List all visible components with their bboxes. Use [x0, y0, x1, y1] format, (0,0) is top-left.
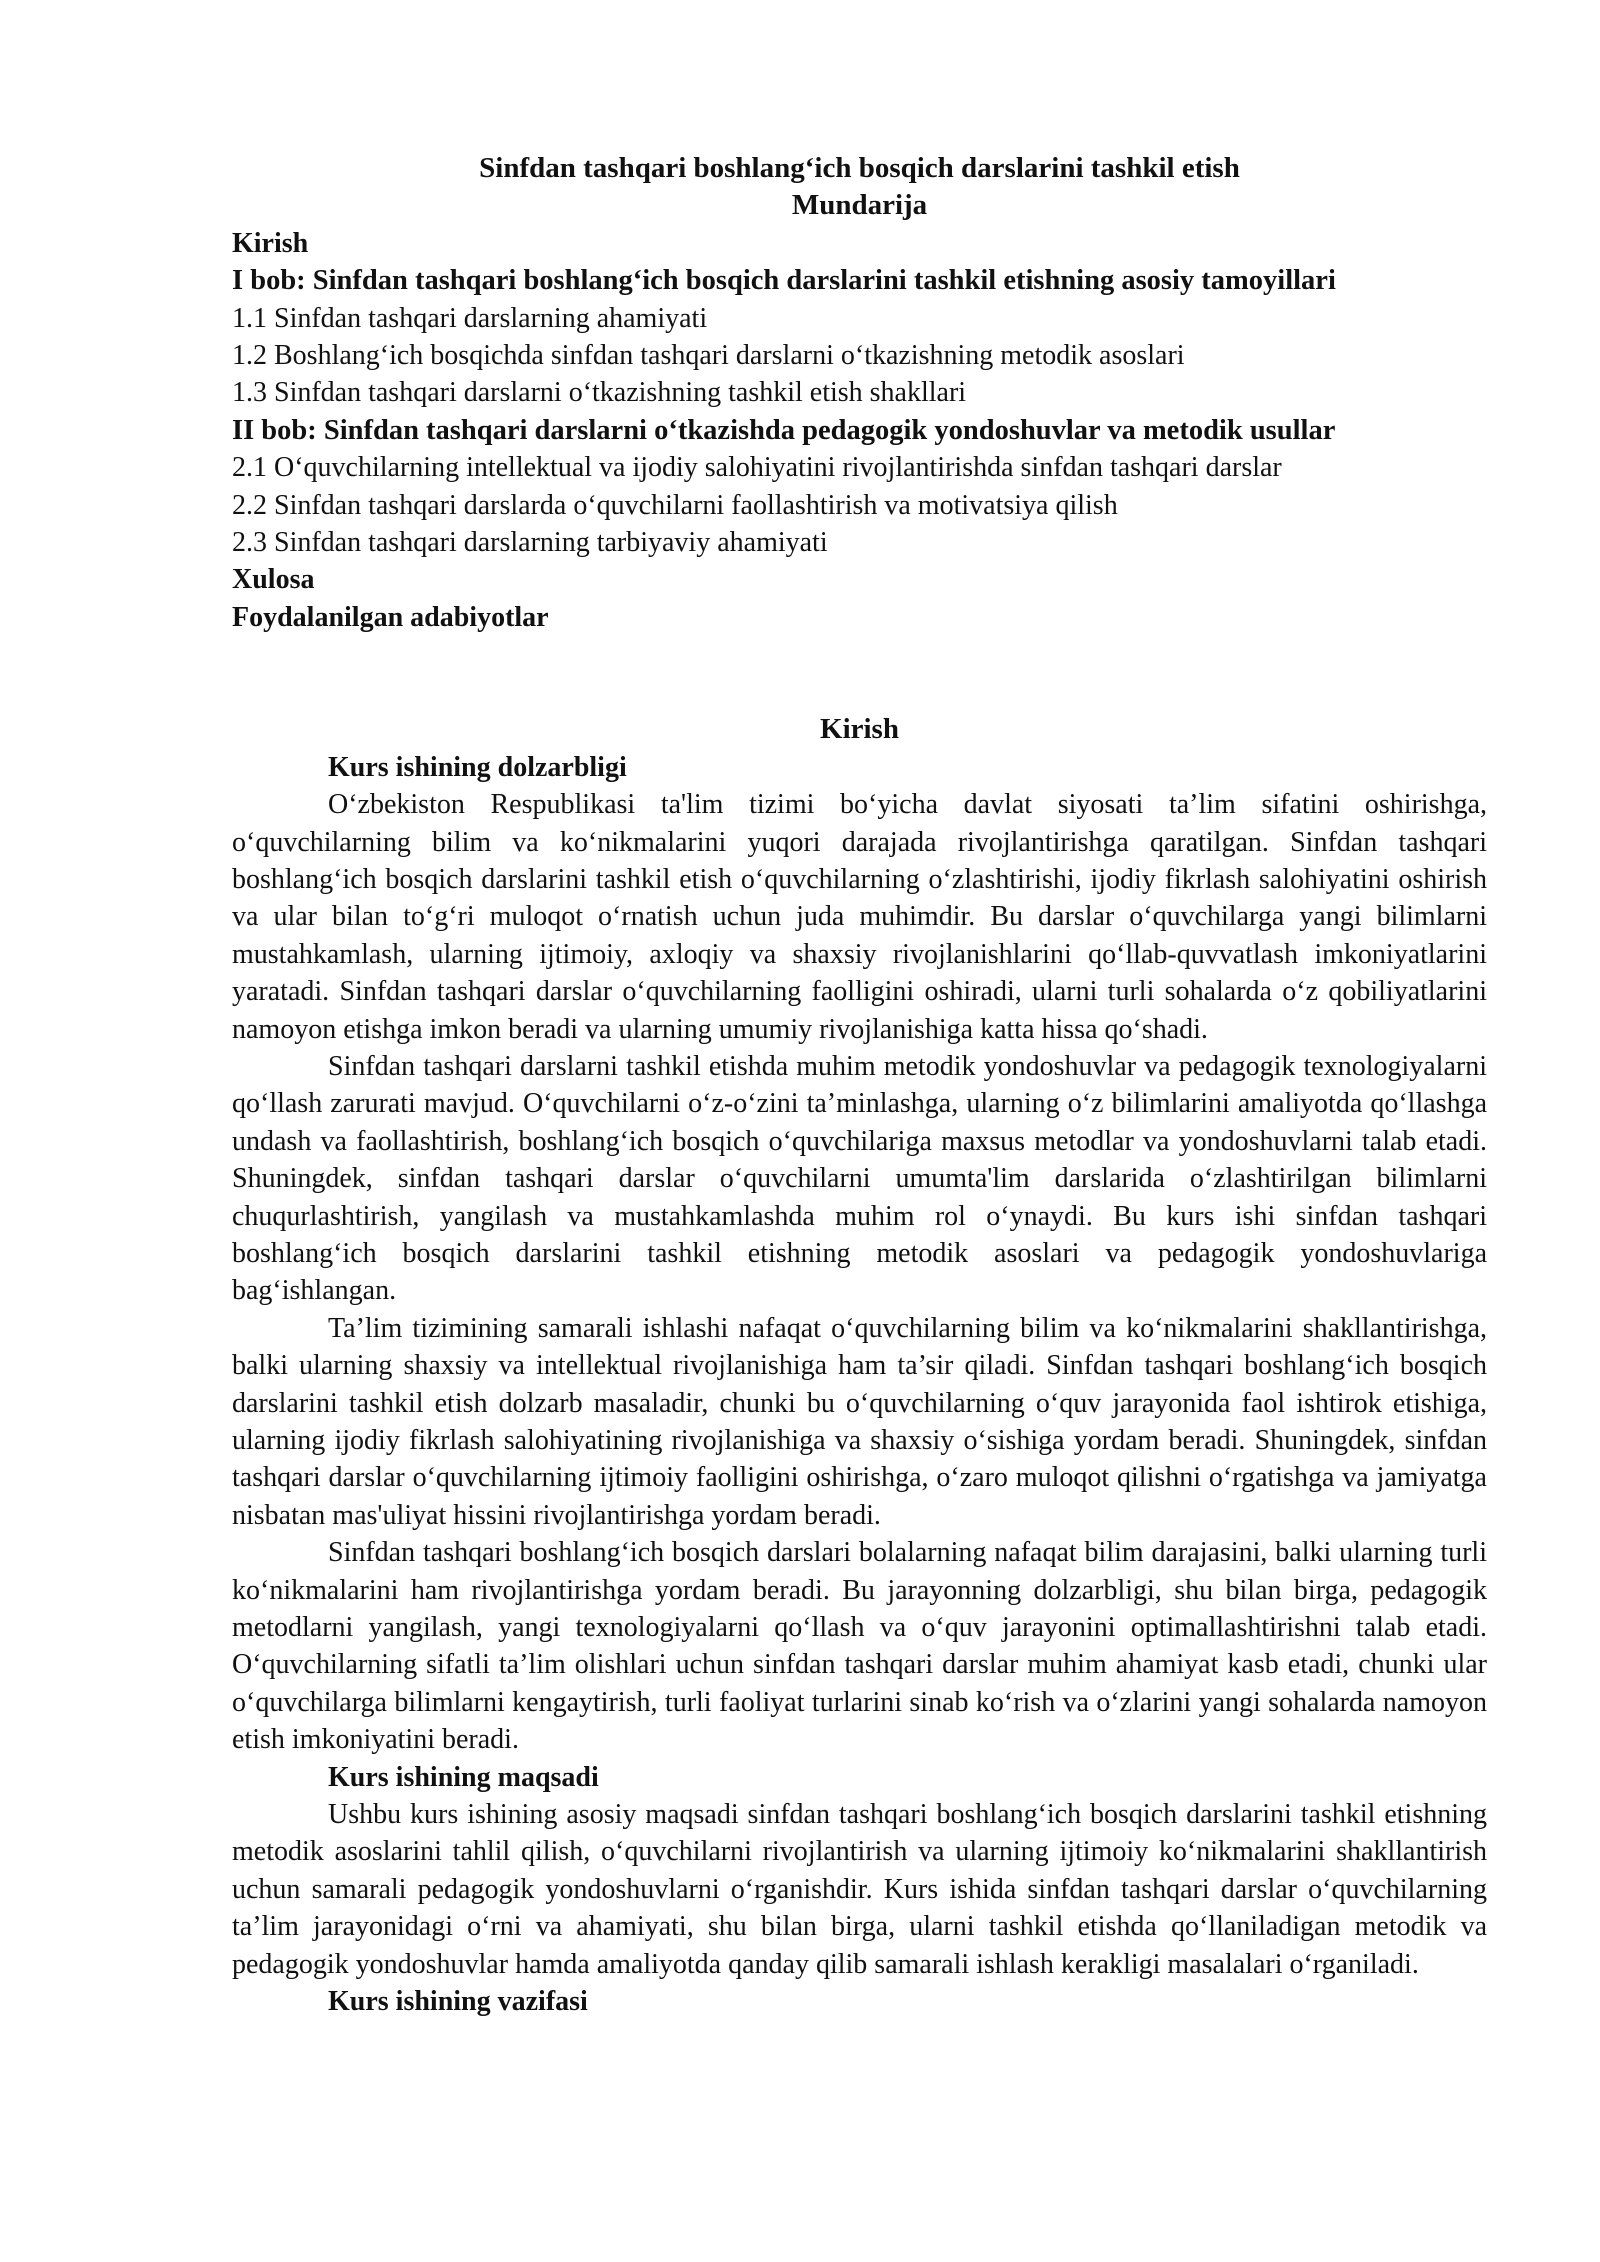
document-content [232, 150, 1487, 2021]
body-paragraph: Sinfdan tashqari darslarni tashkil etishda muhim metodik yondoshuvlar va pedagogik texnologiyalarni qo‘llash zarurati mavjud. O‘quvchilarni o‘z-o‘zini ta’minlashga, ularning o‘z bilimlarini amaliyotda qo‘llashga undash va faollashtirish, boshlang‘ich bosqich o‘quvchilariga maxsus metodlar va yondoshuvlarni talab etadi. Shuningdek, sinfdan tashqari darslar o‘quvchilarni umumta'lim darslarida o‘zlashtirilgan bilimlarni chuqurlashtirish, yangilash va mustahkamlashda muhim rol o‘ynaydi. Bu kurs ishi sinfdan tashqari boshlang‘ich bosqich darslarini tashkil etishning metodik asoslari va pedagogik yondoshuvlariga bag‘ishlangan. [232, 1050, 1487, 1307]
section-heading: Kurs ishining maqsadi [328, 1761, 599, 1793]
section-heading: Kurs ishining dolzarbligi [328, 751, 627, 783]
toc-item-1-1: 1.1 Sinfdan tashqari darslarning ahamiyati [232, 302, 708, 334]
document-title: Sinfdan tashqari boshlang‘ich bosqich darslarini tashkil etish [479, 152, 1240, 184]
toc-item-2-1: 2.1 O‘quvchilarning intellektual va ijodiy salohiyatini rivojlantirishda sinfdan tashqari darslar [232, 452, 1282, 484]
intro-heading: Kirish [820, 713, 899, 746]
toc-item-chapter-2: II bob: Sinfdan tashqari darslarni o‘tkazishda pedagogik yondoshuvlar va metodik usullar [232, 414, 1336, 446]
toc-heading: Mundarija [791, 189, 928, 222]
table-of-contents [232, 225, 1487, 636]
section-heading: Kurs ishining vazifasi [328, 1986, 588, 2018]
section-spacer [232, 636, 1487, 711]
toc-item-1-3: 1.3 Sinfdan tashqari darslarni o‘tkazishning tashkil etish shakllari [232, 377, 967, 409]
body-paragraph: Ushbu kurs ishining asosiy maqsadi sinfdan tashqari boshlang‘ich bosqich darslarini tashkil etishning metodik asoslarini tahlil qilish, o‘quvchilarni rivojlantirish va ularning ijtimoiy ko‘nikmalarini shakllantirish uchun samarali pedagogik yondoshuvlarni o‘rganishdir. Kurs ishida sinfdan tashqari darslar o‘quvchilarning ta’lim jarayonidagi o‘rni va ahamiyati, shu bilan birga, ularni tashkil etishda qo‘llaniladigan metodik va pedagogik yondoshuvlar hamda amaliyotda qanday qilib samarali ishlash kerakligi masalalari o‘rganiladi. [232, 1799, 1487, 1980]
section-vazifasi [232, 1983, 1487, 2020]
body-paragraph: O‘zbekiston Respublikasi ta'lim tizimi bo‘yicha davlat siyosati ta’lim sifatini oshirishga, o‘quvchilarning bilim va ko‘nikmalarini yuqori darajada rivojlantirishga qaratilgan. Sinfdan tashqari boshlang‘ich bosqich darslarini tashkil etish o‘quvchilarning o‘zlashtirishi, ijodiy fikrlash salohiyatini oshirish va ular bilan to‘g‘ri muloqot o‘rnatish uchun juda muhimdir. Bu darslar o‘quvchilarga yangi bilimlarni mustahkamlash, ularning ijtimoiy, axloqiy va shaxsiy rivojlanishlarini qo‘llab-quvvatlash imkoniyatlarini yaratadi. Sinfdan tashqari darslar o‘quvchilarning faolligini oshiradi, ularni turli sohalarda o‘z qobiliyatlarini namoyon etishga imkon beradi va ularning umumiy rivojlanishiga katta hissa qo‘shadi. [232, 789, 1487, 1045]
toc-item-adabiyotlar: Foydalanilgan adabiyotlar [232, 601, 549, 633]
section-maqsadi [232, 1759, 1487, 1983]
toc-item-1-2: 1.2 Boshlang‘ich bosqichda sinfdan tashqari darslarni o‘tkazishning metodik asoslari [232, 340, 1185, 372]
toc-item-chapter-1: I bob: Sinfdan tashqari boshlang‘ich bosqich darslarini tashkil etishning asosiy tamoyillari [232, 265, 1336, 297]
body-paragraph: Sinfdan tashqari boshlang‘ich bosqich darslari bolalarning nafaqat bilim darajasini, balki ularning turli ko‘nikmalarini ham rivojlantirishga yordam beradi. Bu jarayonning dolzarbligi, shu bilan birga, pedagogik metodlarni yangilash, yangi texnologiyalarni qo‘llash va o‘quv jarayonini optimallashtirishni talab etadi. O‘quvchilarning sifatli ta’lim olishlari uchun sinfdan tashqari darslar muhim ahamiyat kasb etadi, chunki ular o‘quvchilarga bilimlarni kengaytirish, turli faoliyat turlarini sinab ko‘rish va o‘zlarini yangi sohalarda namoyon etish imkoniyatini beradi. [232, 1537, 1487, 1756]
toc-item-kirish: Kirish [232, 227, 309, 259]
toc-item-2-3: 2.3 Sinfdan tashqari darslarning tarbiyaviy ahamiyati [232, 527, 828, 559]
section-dolzarbligi [232, 749, 1487, 1759]
body-paragraph: Ta’lim tizimining samarali ishlashi nafaqat o‘quvchilarning bilim va ko‘nikmalarini shakllantirishga, balki ularning shaxsiy va intellektual rivojlanishiga ham ta’sir qiladi. Sinfdan tashqari boshlang‘ich bosqich darslarini tashkil etish dolzarb masaladir, chunki bu o‘quvchilarning o‘quv jarayonida faol ishtirok etishiga, ularning ijodiy fikrlash salohiyatining rivojlanishiga va shaxsiy o‘sishiga yordam beradi. Shuningdek, sinfdan tashqari darslar o‘quvchilarning ijtimoiy faolligini oshirishga, o‘zaro muloqot qilishni o‘rgatishga va jamiyatga nisbatan mas'uliyat hissini rivojlantirishga yordam beradi. [232, 1312, 1487, 1531]
toc-item-2-2: 2.2 Sinfdan tashqari darslarda o‘quvchilarni faollashtirish va motivatsiya qilish [232, 489, 1118, 521]
toc-item-xulosa: Xulosa [232, 564, 315, 596]
